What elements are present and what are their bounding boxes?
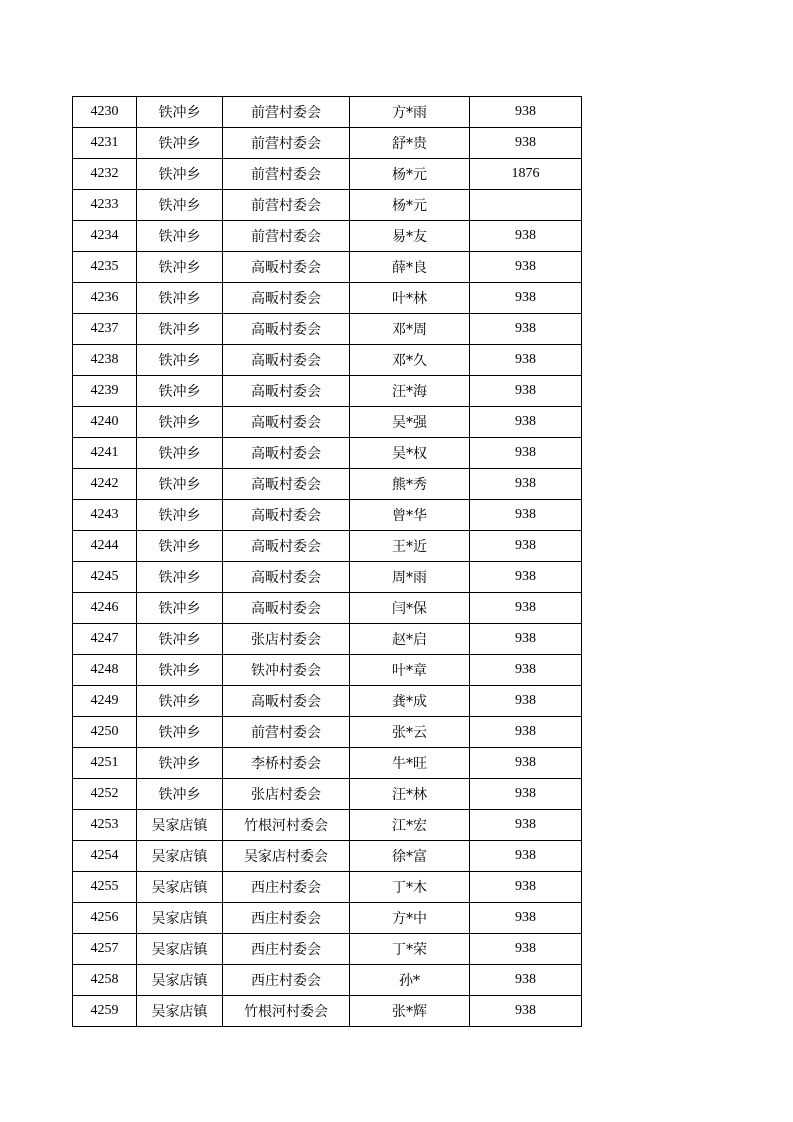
cell-village: 高畈村委会: [223, 562, 350, 593]
cell-person-name: 邓*周: [350, 314, 470, 345]
cell-amount: 938: [470, 562, 582, 593]
cell-village: 竹根河村委会: [223, 996, 350, 1027]
cell-amount: 938: [470, 996, 582, 1027]
cell-amount: 938: [470, 686, 582, 717]
table-row: [73, 779, 582, 810]
cell-person-name: 张*云: [350, 717, 470, 748]
cell-index: 4255: [73, 872, 137, 903]
cell-index: 4244: [73, 531, 137, 562]
cell-village: 前营村委会: [223, 221, 350, 252]
cell-village: 西庄村委会: [223, 872, 350, 903]
cell-amount: 938: [470, 252, 582, 283]
table-row: [73, 624, 582, 655]
cell-index: 4235: [73, 252, 137, 283]
cell-amount: 938: [470, 345, 582, 376]
cell-village: 西庄村委会: [223, 965, 350, 996]
cell-township: 吴家店镇: [137, 872, 223, 903]
cell-person-name: 牛*旺: [350, 748, 470, 779]
table-row: [73, 128, 582, 159]
cell-village: 前营村委会: [223, 190, 350, 221]
cell-person-name: 闫*保: [350, 593, 470, 624]
cell-township: 铁冲乡: [137, 655, 223, 686]
cell-township: 吴家店镇: [137, 965, 223, 996]
cell-person-name: 吴*权: [350, 438, 470, 469]
cell-village: 高畈村委会: [223, 438, 350, 469]
table-row: [73, 438, 582, 469]
cell-village: 西庄村委会: [223, 903, 350, 934]
cell-township: 铁冲乡: [137, 252, 223, 283]
cell-person-name: 曾*华: [350, 500, 470, 531]
table-row: [73, 593, 582, 624]
cell-index: 4250: [73, 717, 137, 748]
cell-index: 4258: [73, 965, 137, 996]
table-row: [73, 283, 582, 314]
cell-village: 高畈村委会: [223, 252, 350, 283]
cell-village: 高畈村委会: [223, 376, 350, 407]
cell-index: 4257: [73, 934, 137, 965]
cell-index: 4248: [73, 655, 137, 686]
cell-amount: 938: [470, 438, 582, 469]
cell-index: 4236: [73, 283, 137, 314]
cell-person-name: 杨*元: [350, 190, 470, 221]
cell-village: 高畈村委会: [223, 407, 350, 438]
table-row: [73, 500, 582, 531]
cell-village: 李桥村委会: [223, 748, 350, 779]
cell-amount: 938: [470, 810, 582, 841]
cell-person-name: 邓*久: [350, 345, 470, 376]
cell-index: 4239: [73, 376, 137, 407]
cell-township: 铁冲乡: [137, 128, 223, 159]
table-row: [73, 841, 582, 872]
cell-township: 吴家店镇: [137, 903, 223, 934]
cell-township: 铁冲乡: [137, 438, 223, 469]
cell-index: 4253: [73, 810, 137, 841]
cell-township: 铁冲乡: [137, 717, 223, 748]
cell-index: 4247: [73, 624, 137, 655]
cell-index: 4245: [73, 562, 137, 593]
cell-person-name: 叶*林: [350, 283, 470, 314]
cell-index: 4243: [73, 500, 137, 531]
cell-village: 竹根河村委会: [223, 810, 350, 841]
cell-amount: 938: [470, 128, 582, 159]
cell-amount: 938: [470, 531, 582, 562]
cell-index: 4251: [73, 748, 137, 779]
cell-township: 铁冲乡: [137, 779, 223, 810]
cell-index: 4256: [73, 903, 137, 934]
cell-index: 4249: [73, 686, 137, 717]
table-row: [73, 934, 582, 965]
cell-amount: 938: [470, 97, 582, 128]
cell-person-name: 叶*章: [350, 655, 470, 686]
cell-person-name: 孙*: [350, 965, 470, 996]
cell-village: 高畈村委会: [223, 283, 350, 314]
cell-village: 高畈村委会: [223, 686, 350, 717]
cell-village: 前营村委会: [223, 159, 350, 190]
table-row: [73, 221, 582, 252]
data-table: [72, 96, 582, 1027]
cell-township: 铁冲乡: [137, 686, 223, 717]
cell-township: 吴家店镇: [137, 810, 223, 841]
cell-person-name: 汪*海: [350, 376, 470, 407]
table-body: [73, 97, 582, 1027]
table-row: [73, 872, 582, 903]
cell-person-name: 王*近: [350, 531, 470, 562]
cell-person-name: 方*雨: [350, 97, 470, 128]
cell-township: 铁冲乡: [137, 748, 223, 779]
cell-index: 4246: [73, 593, 137, 624]
cell-township: 铁冲乡: [137, 314, 223, 345]
cell-amount: 938: [470, 376, 582, 407]
cell-person-name: 徐*富: [350, 841, 470, 872]
cell-index: 4233: [73, 190, 137, 221]
cell-person-name: 丁*木: [350, 872, 470, 903]
cell-village: 高畈村委会: [223, 314, 350, 345]
cell-village: 高畈村委会: [223, 345, 350, 376]
cell-township: 铁冲乡: [137, 624, 223, 655]
cell-person-name: 舒*贵: [350, 128, 470, 159]
cell-village: 铁冲村委会: [223, 655, 350, 686]
cell-township: 铁冲乡: [137, 190, 223, 221]
cell-township: 铁冲乡: [137, 283, 223, 314]
cell-amount: 938: [470, 221, 582, 252]
cell-index: 4232: [73, 159, 137, 190]
table-row: [73, 996, 582, 1027]
cell-township: 铁冲乡: [137, 221, 223, 252]
cell-amount: 938: [470, 841, 582, 872]
cell-index: 4230: [73, 97, 137, 128]
cell-township: 吴家店镇: [137, 996, 223, 1027]
cell-amount: 938: [470, 500, 582, 531]
table-row: [73, 252, 582, 283]
cell-township: 吴家店镇: [137, 841, 223, 872]
table-row: [73, 376, 582, 407]
cell-person-name: 易*友: [350, 221, 470, 252]
table-row: [73, 748, 582, 779]
table-row: [73, 407, 582, 438]
table-row: [73, 314, 582, 345]
table-row: [73, 531, 582, 562]
cell-amount: 938: [470, 872, 582, 903]
cell-amount: [470, 190, 582, 221]
cell-amount: 938: [470, 717, 582, 748]
cell-village: 高畈村委会: [223, 593, 350, 624]
cell-township: 铁冲乡: [137, 345, 223, 376]
cell-amount: 938: [470, 314, 582, 345]
cell-index: 4234: [73, 221, 137, 252]
table-row: [73, 965, 582, 996]
table-row: [73, 469, 582, 500]
cell-person-name: 汪*林: [350, 779, 470, 810]
cell-township: 铁冲乡: [137, 97, 223, 128]
cell-amount: 938: [470, 748, 582, 779]
cell-person-name: 张*辉: [350, 996, 470, 1027]
cell-person-name: 赵*启: [350, 624, 470, 655]
cell-amount: 938: [470, 407, 582, 438]
cell-person-name: 杨*元: [350, 159, 470, 190]
cell-village: 前营村委会: [223, 128, 350, 159]
cell-index: 4240: [73, 407, 137, 438]
cell-index: 4238: [73, 345, 137, 376]
cell-village: 西庄村委会: [223, 934, 350, 965]
cell-person-name: 吴*强: [350, 407, 470, 438]
table-row: [73, 562, 582, 593]
cell-person-name: 方*中: [350, 903, 470, 934]
cell-amount: 938: [470, 283, 582, 314]
cell-township: 铁冲乡: [137, 562, 223, 593]
cell-amount: 938: [470, 469, 582, 500]
cell-village: 高畈村委会: [223, 469, 350, 500]
cell-person-name: 熊*秀: [350, 469, 470, 500]
cell-person-name: 龚*成: [350, 686, 470, 717]
cell-amount: 938: [470, 934, 582, 965]
table-row: [73, 97, 582, 128]
cell-index: 4254: [73, 841, 137, 872]
cell-township: 吴家店镇: [137, 934, 223, 965]
cell-amount: 938: [470, 655, 582, 686]
cell-township: 铁冲乡: [137, 531, 223, 562]
cell-person-name: 江*宏: [350, 810, 470, 841]
table-row: [73, 717, 582, 748]
cell-township: 铁冲乡: [137, 376, 223, 407]
table-row: [73, 159, 582, 190]
cell-township: 铁冲乡: [137, 159, 223, 190]
cell-village: 张店村委会: [223, 779, 350, 810]
cell-township: 铁冲乡: [137, 593, 223, 624]
table-row: [73, 903, 582, 934]
cell-amount: 938: [470, 624, 582, 655]
cell-amount: 938: [470, 965, 582, 996]
cell-village: 高畈村委会: [223, 500, 350, 531]
cell-township: 铁冲乡: [137, 407, 223, 438]
table-row: [73, 345, 582, 376]
cell-township: 铁冲乡: [137, 469, 223, 500]
cell-amount: 938: [470, 593, 582, 624]
cell-amount: 938: [470, 779, 582, 810]
table-row: [73, 190, 582, 221]
cell-person-name: 丁*荣: [350, 934, 470, 965]
cell-person-name: 薛*良: [350, 252, 470, 283]
cell-village: 前营村委会: [223, 717, 350, 748]
cell-person-name: 周*雨: [350, 562, 470, 593]
table-row: [73, 810, 582, 841]
cell-index: 4237: [73, 314, 137, 345]
cell-index: 4241: [73, 438, 137, 469]
table-row: [73, 655, 582, 686]
cell-index: 4252: [73, 779, 137, 810]
cell-village: 张店村委会: [223, 624, 350, 655]
table-row: [73, 686, 582, 717]
cell-amount: 1876: [470, 159, 582, 190]
cell-index: 4231: [73, 128, 137, 159]
cell-index: 4259: [73, 996, 137, 1027]
cell-township: 铁冲乡: [137, 500, 223, 531]
cell-village: 前营村委会: [223, 97, 350, 128]
cell-index: 4242: [73, 469, 137, 500]
cell-amount: 938: [470, 903, 582, 934]
cell-village: 高畈村委会: [223, 531, 350, 562]
cell-village: 吴家店村委会: [223, 841, 350, 872]
